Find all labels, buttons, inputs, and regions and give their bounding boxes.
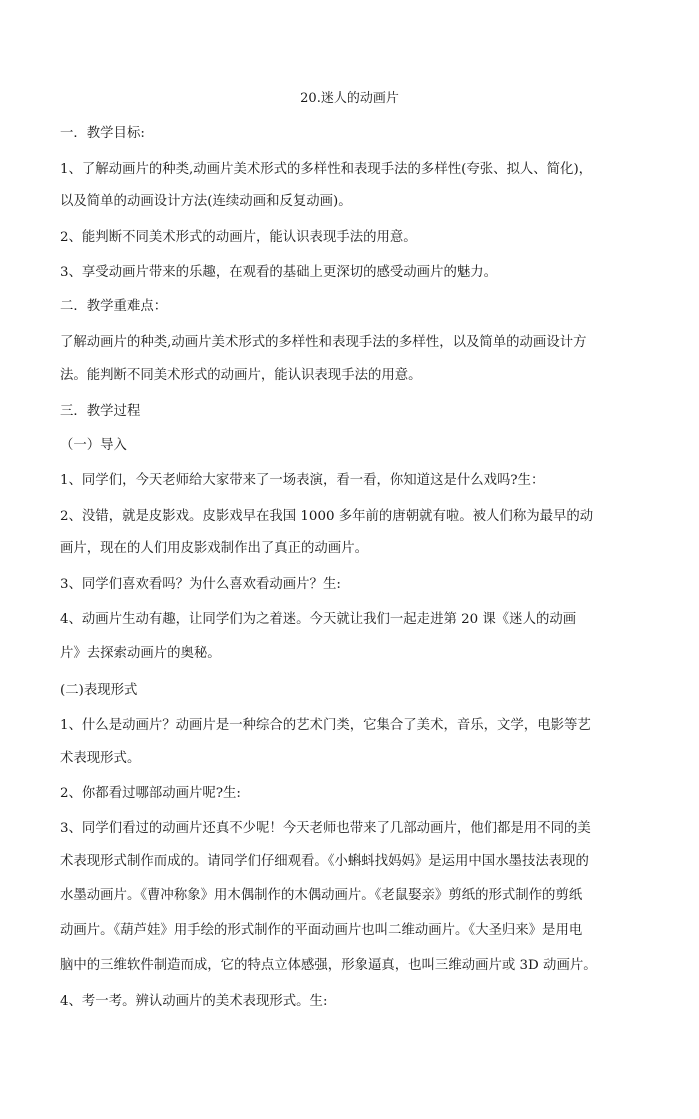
paragraph-line: 2、你都看过哪部动画片呢?生: [60,786,241,801]
section-heading-key-points: 二．教学重难点： [60,299,168,314]
page-title: 20.迷人的动画片 [300,91,399,106]
subsection-heading-forms: (二)表现形式 [60,683,138,698]
paragraph-line: 以及简单的动画设计方法(连续动画和反复动画)。 [60,194,352,209]
paragraph-line: 术表现形式。 [60,751,141,766]
paragraph-line: 4、考一考。辨认动画片的美术表现形式。生: [60,994,328,1009]
subsection-heading-intro: （一）导入 [60,438,127,453]
paragraph-line: 画片，现在的人们用皮影戏制作出了真正的动画片。 [60,541,368,556]
paragraph-line: 了解动画片的种类,动画片美术形式的多样性和表现手法的多样性，以及简单的动画设计方 [60,335,587,350]
paragraph-line: 3、同学们喜欢看吗？为什么喜欢看动画片？生: [60,577,341,592]
paragraph-line: 4、动画片生动有趣，让同学们为之着迷。今天就让我们一起走进第 20 课《迷人的动画 [60,612,577,627]
paragraph-line: 2、没错，就是皮影戏。皮影戏早在我国 1000 多年前的唐朝就有啦。被人们称为最早的动 [60,509,594,524]
paragraph-line: 1、什么是动画片？动画片是一种综合的艺术门类，它集合了美术，音乐，文学，电影等艺 [60,718,591,733]
paragraph-line: 3、同学们看过的动画片还真不少呢！今天老师也带来了几部动画片，他们都是用不同的美 [60,821,591,836]
paragraph-line: 动画片。《葫芦娃》用手绘的形式制作的平面动画片也叫二维动画片。《大圣归来》是用电 [60,923,583,938]
paragraph-line: 法。能判断不同美术形式的动画片，能认识表现手法的用意。 [60,368,422,383]
paragraph-line: 片》去探索动画片的奥秘。 [60,646,221,661]
paragraph-line: 术表现形式制作而成的。请同学们仔细观看。《小蝌蚪找妈妈》是运用中国水墨技法表现的 [60,854,589,869]
paragraph-line: 3、享受动画片带来的乐趣，在观看的基础上更深切的感受动画片的魅力。 [60,265,498,280]
paragraph-line: 2、能判断不同美术形式的动画片，能认识表现手法的用意。 [60,230,417,245]
paragraph-line: 脑中的三维软件制造而成，它的特点立体感强，形象逼真，也叫三维动画片或 3D 动画片。 [60,958,597,973]
paragraph-line: 水墨动画片。《曹冲称象》用木偶制作的木偶动画片。《老鼠娶亲》剪纸的形式制作的剪纸 [60,888,583,903]
section-heading-process: 三．教学过程 [60,404,141,419]
section-heading-objectives: 一．教学目标: [60,126,145,141]
paragraph-line: 1、同学们，今天老师给大家带来了一场表演，看一看，你知道这是什么戏吗?生： [60,473,545,488]
paragraph-line: 1、了解动画片的种类,动画片美术形式的多样性和表现手法的多样性(夸张、拟人、简化)， [60,162,593,177]
